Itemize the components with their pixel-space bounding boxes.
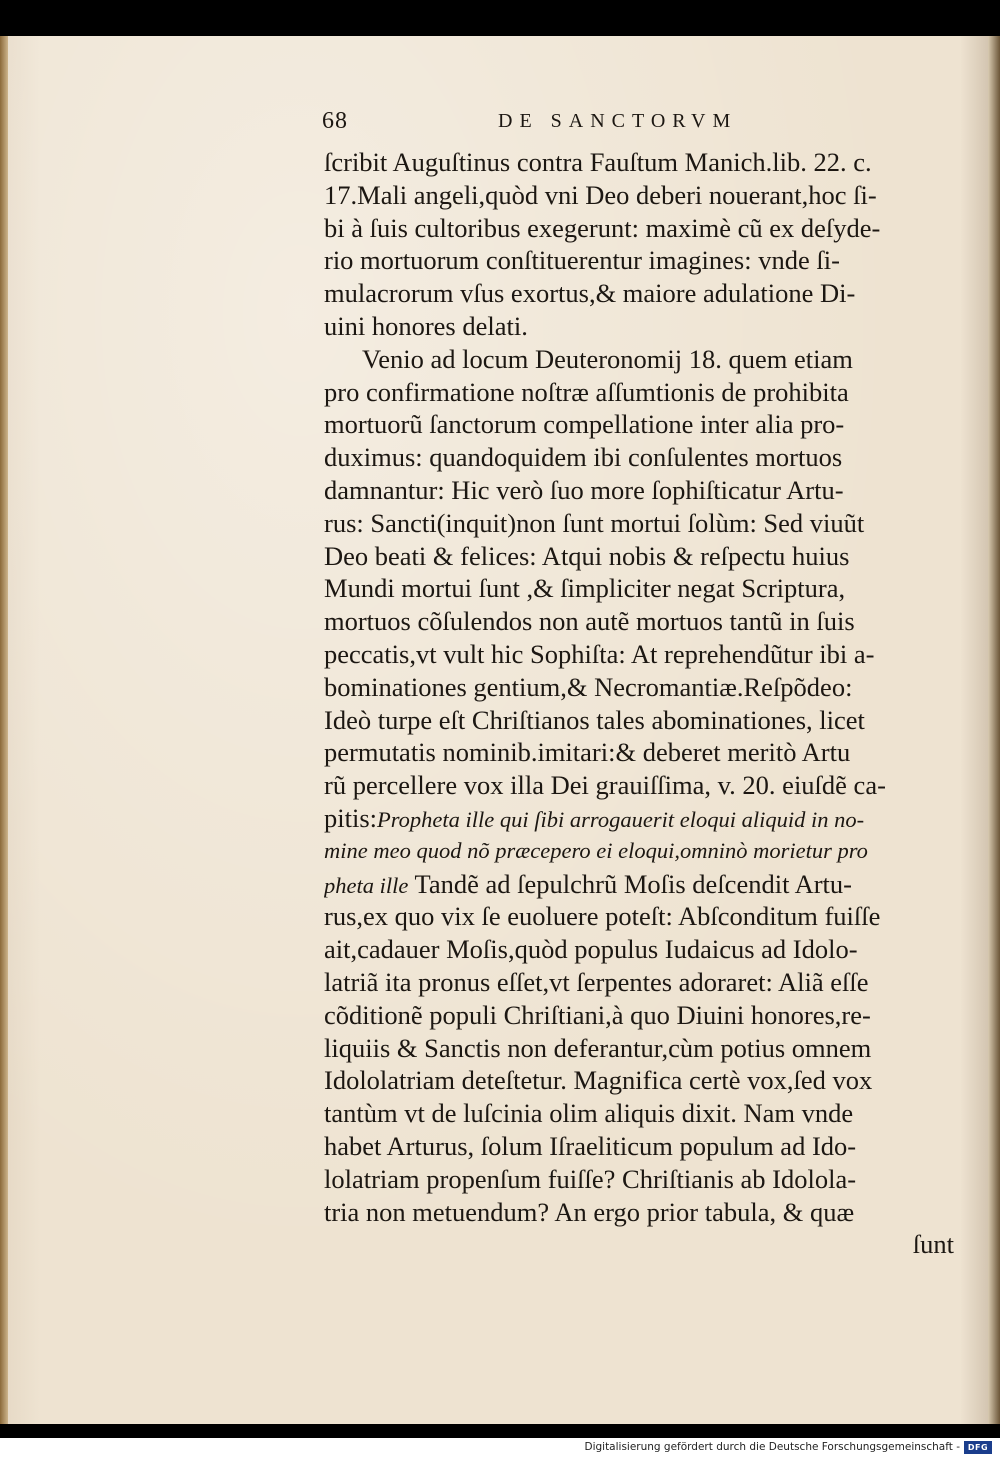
roman-text: Tandẽ ad ſepulchrũ Moſis deſcendit Artu- [408,868,852,899]
text-line: mulacrorum vſus exortus,& maiore adulatione Di- [324,278,856,309]
running-head: DE SANCTORVM [498,110,738,132]
text-line: rus: Sancti(inquit)non ſunt mortui ſolùm: Sed viuũt [324,507,865,538]
bottom-black-border [0,1424,1000,1438]
text-line: peccatis,vt vult hic Sophiſta: At reprehendũtur ibi a- [324,638,875,669]
roman-text: pitis: [324,802,378,833]
italic-quotation: Propheta ille qui ſibi arrogauerit eloqui aliquid in no- [377,806,865,832]
text-line: mortuorũ ſanctorum compellatione inter alia pro- [324,409,845,440]
text-line: Idololatriam deteſtetur. Magnifica certè vox,ſed vox [324,1065,873,1096]
italic-quotation-line: mine meo quod nõ præcepero ei eloqui,omninò morietur pro [324,837,868,863]
text-line: damnantur: Hic verò ſuo more ſophiſticatur Artu- [324,474,844,505]
text-line: rus,ex quo vix ſe euoluere poteſt: Abſconditum fuiſſe [324,901,881,932]
text-line: duximus: quandoquidem ibi conſulentes mortuos [324,442,843,473]
dfg-logo: DFG [964,1441,992,1454]
text-line: Ideò turpe eſt Chriſtianos tales abominationes, licet [324,704,865,735]
text-line: cõditionẽ populi Chriſtiani,à quo Diuini honores,re- [324,999,871,1030]
text-line: rio mortuorum conſtituerentur imagines: vnde ſi- [324,245,840,276]
text-line: rũ percellere vox illa Dei grauiſſima, v. 20. eiuſdẽ ca- [324,770,886,801]
text-line: latriã ita pronus eſſet,vt ſerpentes adoraret: Aliã eſſe [324,966,869,997]
text-line: ait,cadauer Moſis,quòd populus Iudaicus ad Idolo- [324,934,858,965]
mixed-text-line [324,802,954,835]
text-line: ſcribit Auguſtinus contra Fauſtum Manich.lib. 22. c. [324,147,872,177]
page-right-edge [988,36,1000,1424]
text-line: lolatriam propenſum fuiſſe? Chriſtianis ab Idolola- [324,1163,857,1194]
page-header [322,108,952,148]
page-number: 68 [322,108,348,134]
text-line: mortuos cõſulendos non autẽ mortuos tantũ in ſuis [324,606,855,637]
italic-quotation: pheta ille [324,872,409,898]
text-line: uini honores delati. [324,310,528,341]
text-line: tria non metuendum? An ergo prior tabula, & quæ [324,1196,855,1227]
page-left-edge [0,36,8,1424]
text-line: Deo beati & felices: Atqui nobis & reſpectu huius [324,540,850,571]
text-line: 17.Mali angeli,quòd vni Deo deberi nouerant,hoc ſi- [324,179,877,210]
text-line: liquiis & Sanctis non deferantur,cùm potius omnem [324,1032,872,1063]
text-line: Mundi mortui ſunt ,& ſimpliciter negat Scriptura, [324,573,846,604]
text-line: bominationes gentium,& Necromantiæ.Reſpõdeo: [324,671,853,702]
text-line: pro confirmatione noſtræ aſſumtionis de prohibita [324,376,849,407]
body-text [324,146,954,1261]
mixed-text-line [324,868,954,901]
text-line: permutatis nominib.imitari:& deberet meritò Artu [324,737,851,768]
funding-credit: Digitalisierung gefördert durch die Deutsche Forschungsgemeinschaft - [584,1441,960,1453]
text-line: bi à ſuis cultoribus exegerunt: maximè cũ ex deſyde- [324,212,881,243]
footer-bar [0,1424,1000,1459]
paragraph-start-line: Venio ad locum Deuteronomij 18. quem etiam [362,343,853,374]
text-line: habet Arturus, ſolum Iſraeliticum populum ad Ido- [324,1130,857,1161]
catchword: ſunt [912,1229,954,1260]
text-line: tantùm vt de luſcinia olim aliquis dixit. Nam vnde [324,1098,854,1129]
top-black-border [0,0,1000,36]
